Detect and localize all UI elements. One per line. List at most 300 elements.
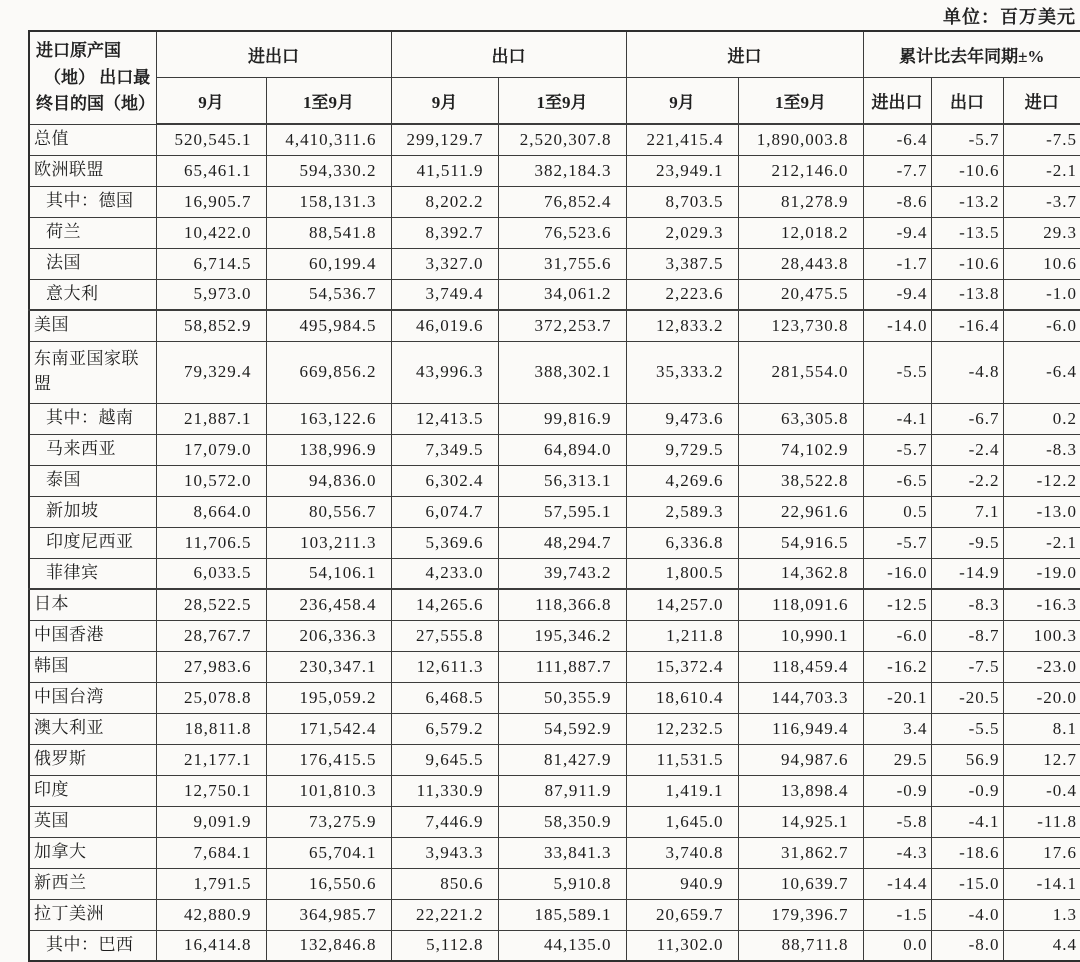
value-cell: 3,387.5 (626, 248, 738, 279)
value-cell: -4.0 (931, 899, 1003, 930)
value-cell: -9.5 (931, 527, 1003, 558)
row-label: 其中：德国 (29, 186, 156, 217)
value-cell: -11.8 (1003, 806, 1080, 837)
row-label: 泰国 (29, 465, 156, 496)
row-label: 印度 (29, 775, 156, 806)
value-cell: 31,755.6 (498, 248, 626, 279)
row-label: 总值 (29, 124, 156, 155)
table-row (29, 713, 1080, 744)
value-cell: -0.9 (863, 775, 931, 806)
value-cell: -4.3 (863, 837, 931, 868)
subheader-col-4: 1至9月 (498, 77, 626, 124)
value-cell: 58,350.9 (498, 806, 626, 837)
row-label: 东南亚国家联盟 (29, 341, 156, 403)
value-cell: -4.8 (931, 341, 1003, 403)
value-cell: 22,961.6 (738, 496, 863, 527)
value-cell: 56,313.1 (498, 465, 626, 496)
table-row (29, 341, 1080, 403)
value-cell: 372,253.7 (498, 310, 626, 341)
value-cell: -6.4 (863, 124, 931, 155)
value-cell: -2.2 (931, 465, 1003, 496)
row-label: 韩国 (29, 651, 156, 682)
value-cell: 27,983.6 (156, 651, 266, 682)
value-cell: 6,714.5 (156, 248, 266, 279)
row-label: 加拿大 (29, 837, 156, 868)
value-cell: 2,520,307.8 (498, 124, 626, 155)
value-cell: 0.5 (863, 496, 931, 527)
value-cell: 1,890,003.8 (738, 124, 863, 155)
value-cell: 10.6 (1003, 248, 1080, 279)
value-cell: 2,589.3 (626, 496, 738, 527)
value-cell: 6,033.5 (156, 558, 266, 589)
value-cell: 8.1 (1003, 713, 1080, 744)
value-cell: 116,949.4 (738, 713, 863, 744)
value-cell: 100.3 (1003, 620, 1080, 651)
row-header-title (29, 31, 156, 124)
value-cell: 29.5 (863, 744, 931, 775)
table-row (29, 651, 1080, 682)
value-cell: -8.0 (931, 930, 1003, 961)
row-label: 其中：巴西 (29, 930, 156, 961)
value-cell: 8,202.2 (391, 186, 498, 217)
value-cell: 18,610.4 (626, 682, 738, 713)
value-cell: 0.0 (863, 930, 931, 961)
value-cell: -8.3 (931, 589, 1003, 620)
value-cell: 10,990.1 (738, 620, 863, 651)
value-cell: 13,898.4 (738, 775, 863, 806)
value-cell: -13.8 (931, 279, 1003, 310)
value-cell: -0.9 (931, 775, 1003, 806)
value-cell: 50,355.9 (498, 682, 626, 713)
value-cell: -20.5 (931, 682, 1003, 713)
table-row (29, 837, 1080, 868)
value-cell: 6,336.8 (626, 527, 738, 558)
value-cell: -12.2 (1003, 465, 1080, 496)
value-cell: -1.7 (863, 248, 931, 279)
value-cell: 14,925.1 (738, 806, 863, 837)
row-label: 法国 (29, 248, 156, 279)
table-row (29, 465, 1080, 496)
value-cell: 11,706.5 (156, 527, 266, 558)
value-cell: 850.6 (391, 868, 498, 899)
value-cell: 35,333.2 (626, 341, 738, 403)
value-cell: -5.7 (863, 527, 931, 558)
value-cell: -14.4 (863, 868, 931, 899)
value-cell: 230,347.1 (266, 651, 391, 682)
value-cell: 118,091.6 (738, 589, 863, 620)
value-cell: 236,458.4 (266, 589, 391, 620)
value-cell: 7.1 (931, 496, 1003, 527)
table-row (29, 930, 1080, 961)
value-cell: -19.0 (1003, 558, 1080, 589)
row-label: 马来西亚 (29, 434, 156, 465)
value-cell: -5.7 (863, 434, 931, 465)
value-cell: 10,422.0 (156, 217, 266, 248)
row-label: 澳大利亚 (29, 713, 156, 744)
value-cell: -6.7 (931, 403, 1003, 434)
row-header-line-3: 终目的国（地） (36, 93, 155, 113)
row-label: 菲律宾 (29, 558, 156, 589)
table-row (29, 744, 1080, 775)
subheader-col-5: 9月 (626, 77, 738, 124)
value-cell: 5,910.8 (498, 868, 626, 899)
value-cell: 12,750.1 (156, 775, 266, 806)
value-cell: -5.5 (931, 713, 1003, 744)
value-cell: 33,841.3 (498, 837, 626, 868)
value-cell: 80,556.7 (266, 496, 391, 527)
value-cell: 76,852.4 (498, 186, 626, 217)
unit-label: 单位：百万美元 (943, 7, 1076, 27)
row-label: 英国 (29, 806, 156, 837)
value-cell: 8,664.0 (156, 496, 266, 527)
table-row (29, 620, 1080, 651)
value-cell: 54,916.5 (738, 527, 863, 558)
value-cell: 87,911.9 (498, 775, 626, 806)
value-cell: 28,443.8 (738, 248, 863, 279)
value-cell: 99,816.9 (498, 403, 626, 434)
value-cell: 1,645.0 (626, 806, 738, 837)
value-cell: 94,836.0 (266, 465, 391, 496)
table-row (29, 496, 1080, 527)
value-cell: 7,684.1 (156, 837, 266, 868)
value-cell: 65,461.1 (156, 155, 266, 186)
value-cell: 138,996.9 (266, 434, 391, 465)
value-cell: -10.6 (931, 248, 1003, 279)
value-cell: 58,852.9 (156, 310, 266, 341)
subheader-col-6: 1至9月 (738, 77, 863, 124)
value-cell: -9.4 (863, 217, 931, 248)
value-cell: 185,589.1 (498, 899, 626, 930)
value-cell: 5,112.8 (391, 930, 498, 961)
value-cell: -23.0 (1003, 651, 1080, 682)
value-cell: 21,177.1 (156, 744, 266, 775)
value-cell: 118,366.8 (498, 589, 626, 620)
value-cell: 1,791.5 (156, 868, 266, 899)
row-label: 日本 (29, 589, 156, 620)
value-cell: 1,419.1 (626, 775, 738, 806)
header-group-row (29, 31, 1080, 77)
row-label: 拉丁美洲 (29, 899, 156, 930)
table-row (29, 310, 1080, 341)
value-cell: 1,211.8 (626, 620, 738, 651)
value-cell: -14.9 (931, 558, 1003, 589)
value-cell: -6.0 (1003, 310, 1080, 341)
value-cell: 39,743.2 (498, 558, 626, 589)
value-cell: -16.0 (863, 558, 931, 589)
value-cell: -2.1 (1003, 527, 1080, 558)
value-cell: 4,233.0 (391, 558, 498, 589)
value-cell: 9,645.5 (391, 744, 498, 775)
value-cell: -8.6 (863, 186, 931, 217)
value-cell: 43,996.3 (391, 341, 498, 403)
value-cell: 21,887.1 (156, 403, 266, 434)
table-row (29, 186, 1080, 217)
value-cell: 940.9 (626, 868, 738, 899)
value-cell: 594,330.2 (266, 155, 391, 186)
value-cell: -6.5 (863, 465, 931, 496)
value-cell: 123,730.8 (738, 310, 863, 341)
value-cell: 54,536.7 (266, 279, 391, 310)
value-cell: 18,811.8 (156, 713, 266, 744)
table-row (29, 806, 1080, 837)
value-cell: 7,349.5 (391, 434, 498, 465)
table-row (29, 558, 1080, 589)
value-cell: 221,415.4 (626, 124, 738, 155)
value-cell: 23,949.1 (626, 155, 738, 186)
value-cell: 15,372.4 (626, 651, 738, 682)
value-cell: -18.6 (931, 837, 1003, 868)
value-cell: 118,459.4 (738, 651, 863, 682)
value-cell: -4.1 (863, 403, 931, 434)
value-cell: 63,305.8 (738, 403, 863, 434)
value-cell: 8,392.7 (391, 217, 498, 248)
subheader-col-2: 1至9月 (266, 77, 391, 124)
value-cell: -12.5 (863, 589, 931, 620)
value-cell: -5.8 (863, 806, 931, 837)
row-label: 新加坡 (29, 496, 156, 527)
value-cell: 12,018.2 (738, 217, 863, 248)
value-cell: -7.5 (931, 651, 1003, 682)
value-cell: -15.0 (931, 868, 1003, 899)
value-cell: 195,346.2 (498, 620, 626, 651)
value-cell: 76,523.6 (498, 217, 626, 248)
value-cell: 103,211.3 (266, 527, 391, 558)
table-row (29, 682, 1080, 713)
value-cell: 495,984.5 (266, 310, 391, 341)
value-cell: 0.2 (1003, 403, 1080, 434)
table-row (29, 124, 1080, 155)
value-cell: 6,468.5 (391, 682, 498, 713)
value-cell: 14,265.6 (391, 589, 498, 620)
value-cell: -9.4 (863, 279, 931, 310)
value-cell: 22,221.2 (391, 899, 498, 930)
value-cell: 12.7 (1003, 744, 1080, 775)
subheader-col-8: 出口 (931, 77, 1003, 124)
value-cell: 364,985.7 (266, 899, 391, 930)
value-cell: -2.4 (931, 434, 1003, 465)
row-label: 意大利 (29, 279, 156, 310)
row-label: 新西兰 (29, 868, 156, 899)
table-row (29, 589, 1080, 620)
value-cell: 17.6 (1003, 837, 1080, 868)
value-cell: -13.5 (931, 217, 1003, 248)
row-label: 印度尼西亚 (29, 527, 156, 558)
value-cell: -6.4 (1003, 341, 1080, 403)
value-cell: 29.3 (1003, 217, 1080, 248)
value-cell: 1.3 (1003, 899, 1080, 930)
value-cell: 10,639.7 (738, 868, 863, 899)
table-row (29, 155, 1080, 186)
value-cell: 42,880.9 (156, 899, 266, 930)
value-cell: 31,862.7 (738, 837, 863, 868)
value-cell: 2,029.3 (626, 217, 738, 248)
value-cell: 16,905.7 (156, 186, 266, 217)
value-cell: 4.4 (1003, 930, 1080, 961)
value-cell: 4,410,311.6 (266, 124, 391, 155)
value-cell: 88,541.8 (266, 217, 391, 248)
value-cell: -16.3 (1003, 589, 1080, 620)
value-cell: -10.6 (931, 155, 1003, 186)
value-cell: 12,232.5 (626, 713, 738, 744)
row-label: 俄罗斯 (29, 744, 156, 775)
value-cell: 20,659.7 (626, 899, 738, 930)
value-cell: 132,846.8 (266, 930, 391, 961)
value-cell: 6,074.7 (391, 496, 498, 527)
value-cell: 74,102.9 (738, 434, 863, 465)
value-cell: 281,554.0 (738, 341, 863, 403)
value-cell: 46,019.6 (391, 310, 498, 341)
value-cell: -16.4 (931, 310, 1003, 341)
value-cell: 101,810.3 (266, 775, 391, 806)
value-cell: 10,572.0 (156, 465, 266, 496)
value-cell: -7.5 (1003, 124, 1080, 155)
value-cell: 11,330.9 (391, 775, 498, 806)
value-cell: 212,146.0 (738, 155, 863, 186)
group-header-yoy-change: 累计比去年同期±% (863, 31, 1080, 77)
table-header (29, 31, 1080, 124)
value-cell: 79,329.4 (156, 341, 266, 403)
value-cell: 3,749.4 (391, 279, 498, 310)
value-cell: 144,703.3 (738, 682, 863, 713)
trade-table (28, 30, 1080, 962)
value-cell: 1,800.5 (626, 558, 738, 589)
value-cell: 27,555.8 (391, 620, 498, 651)
value-cell: -14.0 (863, 310, 931, 341)
value-cell: 388,302.1 (498, 341, 626, 403)
value-cell: 669,856.2 (266, 341, 391, 403)
row-label: 中国香港 (29, 620, 156, 651)
value-cell: 20,475.5 (738, 279, 863, 310)
value-cell: 299,129.7 (391, 124, 498, 155)
value-cell: 65,704.1 (266, 837, 391, 868)
value-cell: 60,199.4 (266, 248, 391, 279)
value-cell: 5,973.0 (156, 279, 266, 310)
row-header-line-1: 进口原产国 (36, 41, 121, 61)
value-cell: 17,079.0 (156, 434, 266, 465)
value-cell: 3.4 (863, 713, 931, 744)
value-cell: 12,413.5 (391, 403, 498, 434)
value-cell: 179,396.7 (738, 899, 863, 930)
value-cell: 3,943.3 (391, 837, 498, 868)
value-cell: -8.7 (931, 620, 1003, 651)
value-cell: 171,542.4 (266, 713, 391, 744)
value-cell: 16,414.8 (156, 930, 266, 961)
value-cell: 54,106.1 (266, 558, 391, 589)
table-row (29, 775, 1080, 806)
value-cell: 176,415.5 (266, 744, 391, 775)
value-cell: 206,336.3 (266, 620, 391, 651)
value-cell: -3.7 (1003, 186, 1080, 217)
value-cell: 81,278.9 (738, 186, 863, 217)
value-cell: 6,579.2 (391, 713, 498, 744)
value-cell: -13.2 (931, 186, 1003, 217)
value-cell: 54,592.9 (498, 713, 626, 744)
value-cell: -14.1 (1003, 868, 1080, 899)
row-label: 其中：越南 (29, 403, 156, 434)
subheader-col-3: 9月 (391, 77, 498, 124)
row-label: 中国台湾 (29, 682, 156, 713)
value-cell: 163,122.6 (266, 403, 391, 434)
value-cell: 73,275.9 (266, 806, 391, 837)
value-cell: 3,740.8 (626, 837, 738, 868)
subheader-col-7: 进出口 (863, 77, 931, 124)
value-cell: 16,550.6 (266, 868, 391, 899)
value-cell: 34,061.2 (498, 279, 626, 310)
value-cell: 9,091.9 (156, 806, 266, 837)
group-header-exports: 出口 (391, 31, 626, 77)
value-cell: 111,887.7 (498, 651, 626, 682)
value-cell: -16.2 (863, 651, 931, 682)
value-cell: -1.0 (1003, 279, 1080, 310)
value-cell: 14,362.8 (738, 558, 863, 589)
value-cell: 9,473.6 (626, 403, 738, 434)
value-cell: -5.7 (931, 124, 1003, 155)
value-cell: 11,531.5 (626, 744, 738, 775)
value-cell: 11,302.0 (626, 930, 738, 961)
value-cell: 520,545.1 (156, 124, 266, 155)
value-cell: 8,703.5 (626, 186, 738, 217)
value-cell: 94,987.6 (738, 744, 863, 775)
group-header-imports-exports: 进出口 (156, 31, 391, 77)
value-cell: 4,269.6 (626, 465, 738, 496)
subheader-col-9: 进口 (1003, 77, 1080, 124)
value-cell: -7.7 (863, 155, 931, 186)
table-row (29, 434, 1080, 465)
value-cell: 28,522.5 (156, 589, 266, 620)
value-cell: 64,894.0 (498, 434, 626, 465)
value-cell: 57,595.1 (498, 496, 626, 527)
value-cell: -20.1 (863, 682, 931, 713)
value-cell: 44,135.0 (498, 930, 626, 961)
table-row (29, 899, 1080, 930)
value-cell: 12,611.3 (391, 651, 498, 682)
value-cell: 81,427.9 (498, 744, 626, 775)
table-row (29, 868, 1080, 899)
value-cell: 88,711.8 (738, 930, 863, 961)
row-header-line-2: （地） 出口最 (44, 67, 151, 87)
value-cell: 7,446.9 (391, 806, 498, 837)
header-sub-row (29, 77, 1080, 124)
table-row (29, 217, 1080, 248)
group-header-imports: 进口 (626, 31, 863, 77)
table-row (29, 279, 1080, 310)
value-cell: 38,522.8 (738, 465, 863, 496)
value-cell: 195,059.2 (266, 682, 391, 713)
value-cell: 28,767.7 (156, 620, 266, 651)
value-cell: 5,369.6 (391, 527, 498, 558)
value-cell: 6,302.4 (391, 465, 498, 496)
value-cell: -6.0 (863, 620, 931, 651)
table-body (29, 124, 1080, 961)
value-cell: 9,729.5 (626, 434, 738, 465)
value-cell: -8.3 (1003, 434, 1080, 465)
table-row (29, 527, 1080, 558)
value-cell: 48,294.7 (498, 527, 626, 558)
row-label: 欧洲联盟 (29, 155, 156, 186)
value-cell: 3,327.0 (391, 248, 498, 279)
value-cell: -0.4 (1003, 775, 1080, 806)
value-cell: -20.0 (1003, 682, 1080, 713)
value-cell: 382,184.3 (498, 155, 626, 186)
row-label: 荷兰 (29, 217, 156, 248)
value-cell: 2,223.6 (626, 279, 738, 310)
value-cell: 56.9 (931, 744, 1003, 775)
table-row (29, 248, 1080, 279)
value-cell: -13.0 (1003, 496, 1080, 527)
value-cell: 25,078.8 (156, 682, 266, 713)
table-row (29, 403, 1080, 434)
value-cell: -2.1 (1003, 155, 1080, 186)
